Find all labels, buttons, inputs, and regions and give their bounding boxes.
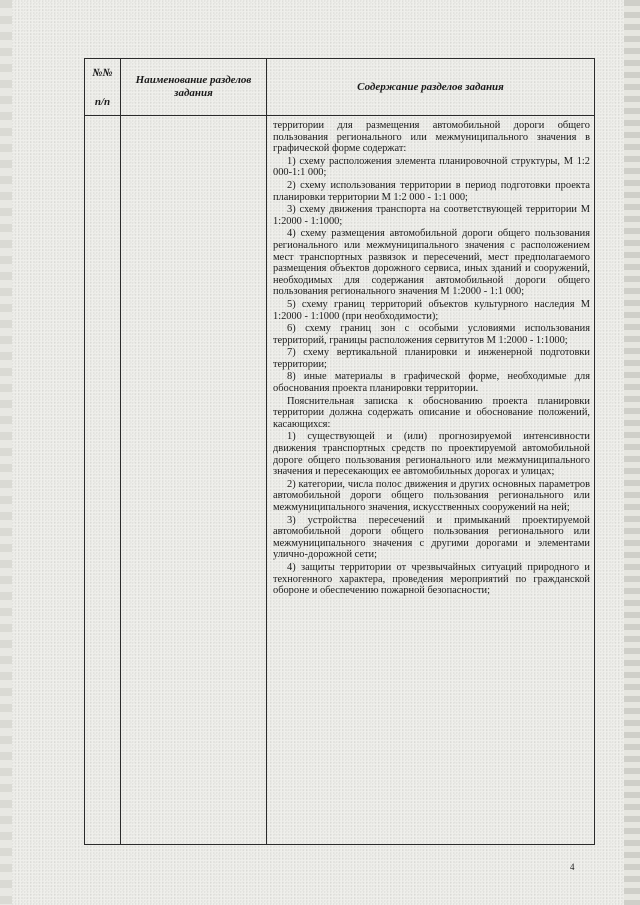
content-paragraph: территории для размещения автомобильной дороги общего пользования регионального или межмуниципального значения в графической форме содержат: [273,120,590,155]
content-paragraph: 4) схему размещения автомобильной дороги общего пользования регионального или межмуниципального значения с расположением мест транспортных развязок и пересечений, мест предполагаемого размещения объектов дорожного сервиса, иных зданий и сооружений, необходимых для содержания автомобильной дороги общего пользования регионального значения М 1:2000 - 1:1 000; [273,228,590,298]
header-number-top: №№ [92,67,113,79]
table-header-row [85,59,595,116]
content-paragraph: 3) устройства пересечений и примыканий проектируемой автомобильной дороги общего пользования регионального или межмуниципального значения с другими дорогами и элементами улично-дорожной сети; [273,514,590,561]
header-section-content: Содержание разделов задания [267,59,595,116]
content-paragraph: 1) существующей и (или) прогнозируемой интенсивности движения транспортных средств по проектируемой автомобильной дороге общего пользования регионального или межмуниципального значения и пересекающих ее автомобильных дорогах и улицах; [273,431,590,478]
cell-number [85,116,121,845]
cell-section-content [267,116,595,845]
content-paragraph: 6) схему границ зон с особыми условиями использования территорий, границы расположения сервитутов М 1:2000 - 1:1000; [273,323,590,346]
cell-section-name [121,116,267,845]
page-number: 4 [570,862,575,872]
content-paragraph: 5) схему границ территорий объектов культурного наследия М 1:2000 - 1:1000 (при необходимости); [273,298,590,322]
content-paragraph: 2) схему использования территории в период подготовки проекта планировки территории М 1:2 000 - 1:1 000; [273,179,590,203]
assignment-table [84,58,595,845]
section-content-text [267,116,594,600]
table-row [85,116,595,845]
header-number [85,59,121,116]
content-paragraph: 4) защиты территории от чрезвычайных ситуаций природного и техногенного характера, проведения мероприятий по гражданской обороне и обеспечению пожарной безопасности; [273,561,590,597]
header-number-bottom: п/п [94,96,111,108]
content-paragraph: 2) категории, числа полос движения и других основных параметров автомобильной дороги общего пользования регионального или межмуниципального значения, искусственных сооружений на ней; [273,478,590,513]
scan-edge-left [0,0,12,905]
header-section-name: Наименование разделов задания [121,59,267,116]
content-paragraph: 8) иные материалы в графической форме, необходимые для обоснования проекта планировки территории. [273,371,590,395]
content-paragraph: 3) схему движения транспорта на соответствующей территории М 1:2000 - 1:1000; [273,204,590,227]
content-paragraph: 1) схему расположения элемента планировочной структуры, М 1:2 000-1:1 000; [273,155,590,179]
scan-edge-right [624,0,640,905]
content-paragraph: Пояснительная записка к обоснованию проекта планировки территории должна содержать описание и обоснование положений, касающихся: [273,395,590,430]
content-paragraph: 7) схему вертикальной планировки и инженерной подготовки территории; [273,347,590,370]
